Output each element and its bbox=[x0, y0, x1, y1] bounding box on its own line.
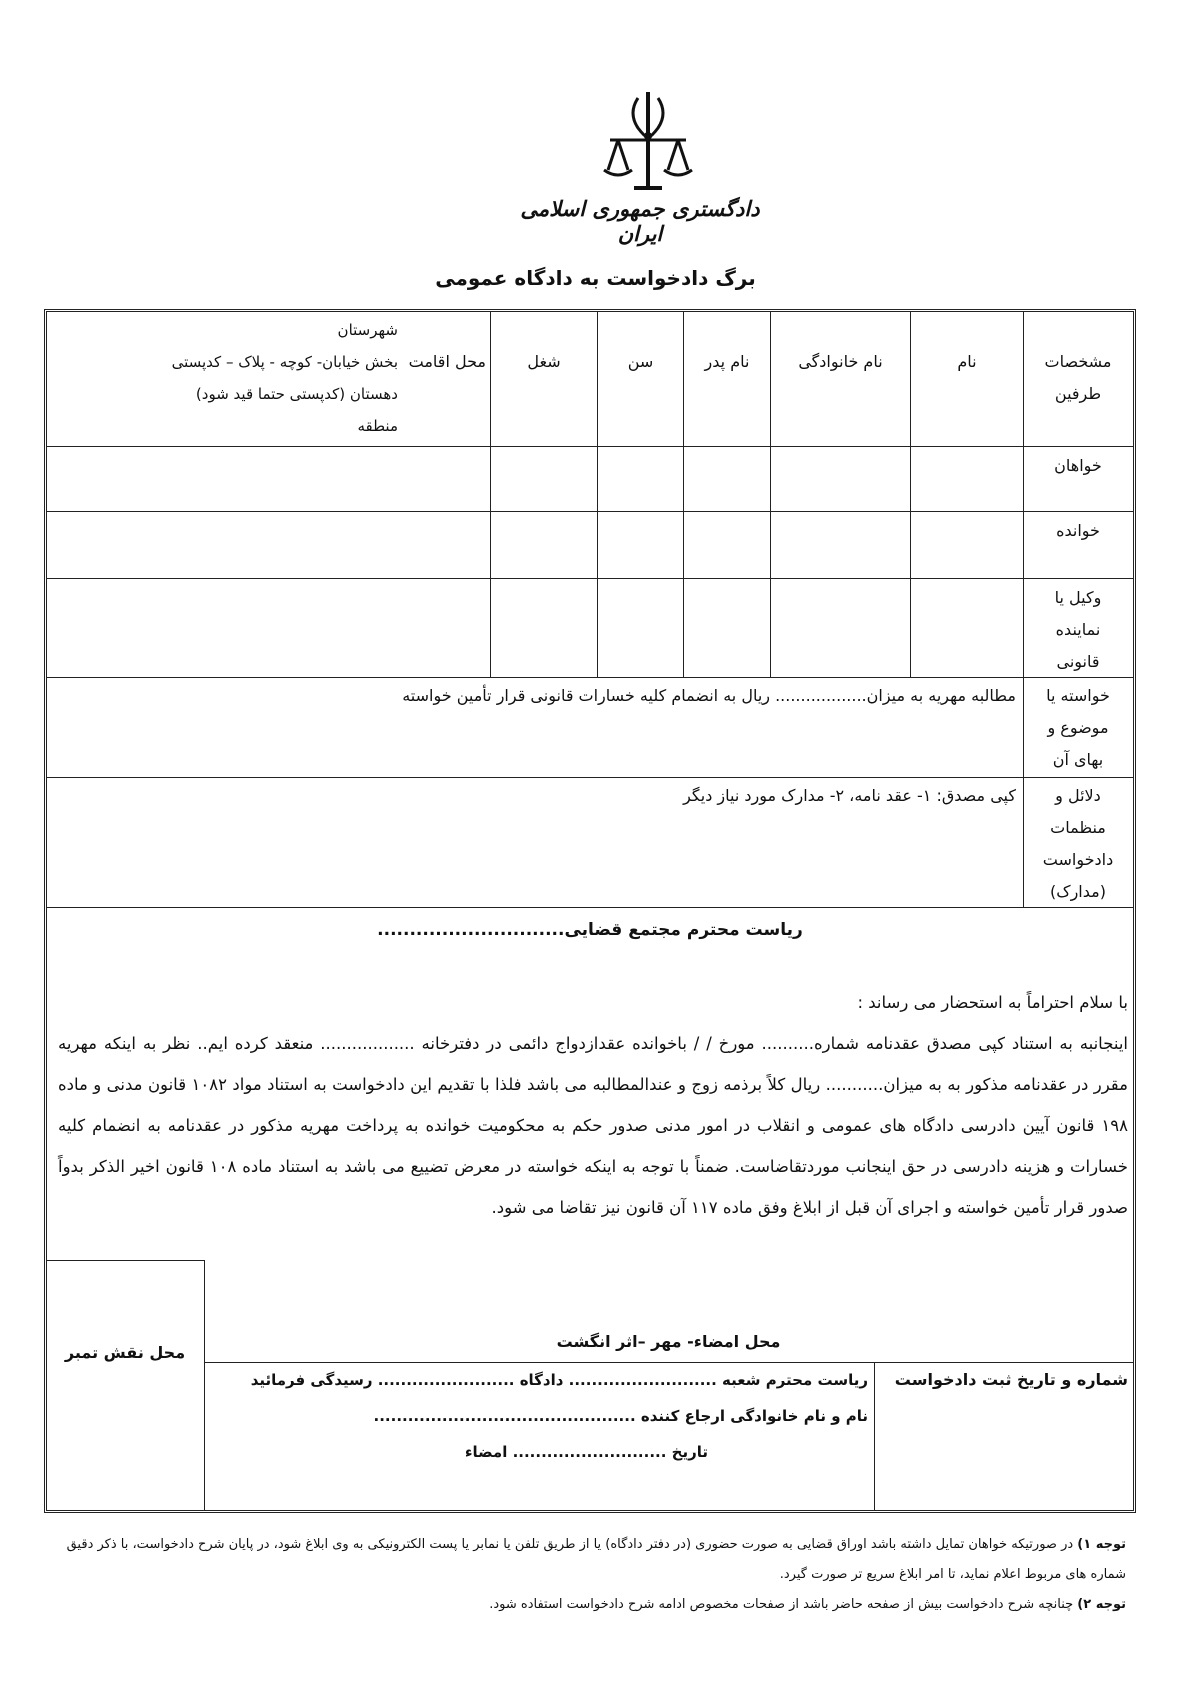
header-parties: مشخصات طرفین bbox=[1044, 352, 1112, 403]
header-residence-line4: منطقه bbox=[357, 417, 398, 435]
form-title: برگ دادخواست به دادگاه عمومی bbox=[435, 266, 756, 290]
signature-place: محل امضاء- مهر –اثر انگشت bbox=[556, 1332, 781, 1351]
evidence-text: کپی مصدق: ۱- عقد نامه، ۲- مدارک مورد نیاز دیگر bbox=[683, 786, 1016, 805]
claim-text: مطالبه مهریه به میزان.................. ریال به انضمام کلیه خسارات قانونی قرار تأمین خواسته bbox=[402, 686, 1016, 705]
note-2-text: چنانچه شرح دادخواست بیش از صفحه حاضر باشد از صفحات مخصوص ادامه شرح دادخواست استفاده شود. bbox=[489, 1597, 1074, 1612]
row-label-plaintiff: خواهان bbox=[1054, 456, 1102, 475]
header-name: نام bbox=[957, 352, 977, 371]
petition-body: اینجانبه به استناد کپی مصدق عقدنامه شماره.......... مورخ / / باخوانده عقدازدواج دائمی در دفترخانه .................. منعقد کرده ایم.. نظر به اینکه مهریه مقرر در عقدنامه مذکور به به میزان........... ریال کلاً برذمه زوج و عندالمطالبه می باشد فلذا با تقدیم این دادخواست به استناد مواد ۱۰۸۲ قانون مدنی و ماده ۱۹۸ قانون آیین دادرسی دادگاه های عمومی و انقلاب در امور مدنی صدور حکم به محکومیت خوانده به پرداخت مهریه مذکور در عقدنامه به انضمام کلیه خسارات و هزینه دادرسی در حق اینجانب موردتقاضاست. ضمناً با توجه به اینکه خواسته در معرض تضییع می باشد به استناد ماده ۱۰۸ قانون اخیر الذکر بدواً صدور قرار تأمین خواسته و اجرای آن قبل از ابلاغ وفق ماده ۱۱۷ آن قانون نیز تقاضا می شود. bbox=[58, 1034, 1128, 1217]
referral-line-3: تاریخ ........................... امضاء bbox=[464, 1443, 708, 1461]
header-father-name: نام پدر bbox=[704, 352, 750, 371]
stamp-place: محل نقش تمبر bbox=[64, 1343, 186, 1362]
referral-line-1: ریاست محترم شعبه .......................... دادگاه ........................ رسیدگی فرمائید bbox=[250, 1371, 868, 1389]
emblem-icon bbox=[598, 88, 698, 196]
header-residence-line2: بخش خیابان- کوچه - پلاک – کدپستی bbox=[171, 353, 398, 371]
note-2 bbox=[60, 1590, 1126, 1620]
header-residence: محل اقامت bbox=[408, 352, 486, 371]
petition-greeting: با سلام احتراماً به استحضار می رساند : bbox=[857, 993, 1128, 1012]
organization-name: دادگستری جمهوری اسلامی ایران bbox=[520, 196, 760, 246]
claim-label: خواسته یا موضوع و بهای آن bbox=[1046, 686, 1110, 769]
note-1 bbox=[60, 1530, 1126, 1590]
referral-line-2: نام و نام خانوادگی ارجاع کننده .............................................. bbox=[373, 1407, 868, 1425]
registration-label: شماره و تاریخ ثبت دادخواست bbox=[894, 1370, 1128, 1389]
row-label-attorney: وکیل یا نماینده قانونی bbox=[1054, 588, 1102, 671]
header-occupation: شغل bbox=[527, 352, 561, 371]
note-1-text: در صورتیکه خواهان تمایل داشته باشد اوراق قضایی به صورت حضوری (در دفتر دادگاه) یا از طریق تلفن یا نمابر یا پست الکترونیکی به وی ابلاغ شود، در پایان شرح دادخواست، با ذکر دقیق شماره های مربوط اعلام نماید، تا امر ابلاغ سریع تر صورت گیرد. bbox=[66, 1537, 1126, 1582]
petition-salutation: ریاست محترم مجتمع قضایی............................. bbox=[377, 920, 803, 940]
header-residence-line3: دهستان (کدپستی حتما قید شود) bbox=[195, 385, 398, 403]
row-label-defendant: خوانده bbox=[1056, 521, 1100, 540]
note-1-label: توجه ۱) bbox=[1077, 1537, 1126, 1552]
evidence-label: دلائل و منظمات دادخواست (مدارک) bbox=[1042, 786, 1114, 901]
header-age: سن bbox=[627, 352, 654, 371]
note-2-label: توجه ۲) bbox=[1077, 1597, 1126, 1612]
header-family-name: نام خانوادگی bbox=[798, 352, 883, 371]
header-residence-line1: شهرستان bbox=[337, 321, 398, 339]
